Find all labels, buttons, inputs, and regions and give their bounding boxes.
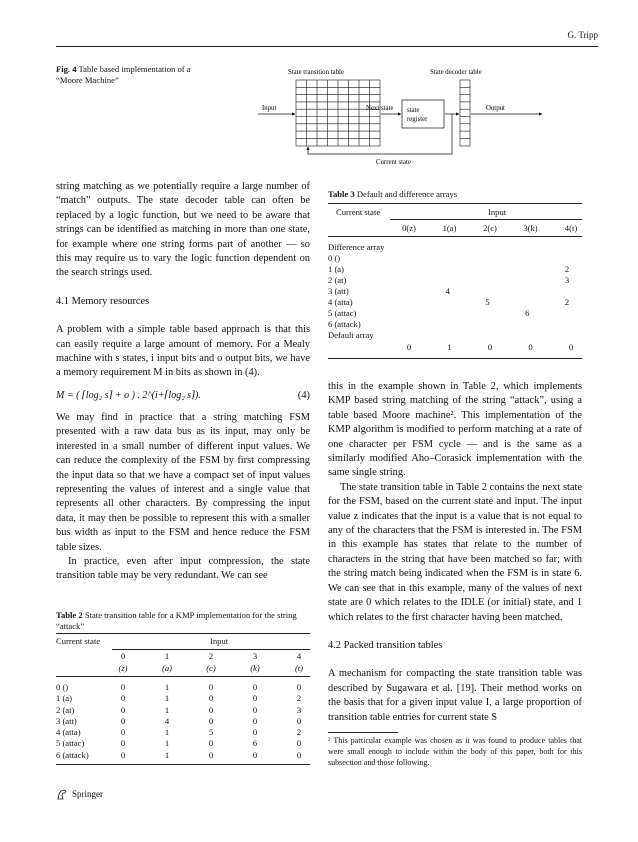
- table2-header-rule: [56, 676, 310, 677]
- table2-value-cell: 0: [296, 738, 302, 749]
- table3-value-cell: [472, 286, 502, 297]
- paragraph: string matching as we potentially require a large number of “match” outputs. The state decoder table can often be replaced by a logic function, but we need to be aware that strings can be identified as matching in more than one state, for example where one string forms part of another — so this may require us to vary the logic function dependent on the search strings used.: [56, 181, 310, 279]
- table2-value-cell: 1: [164, 738, 170, 749]
- table3-default-values: [394, 342, 586, 353]
- table2-state-cell: 4 (atta): [56, 727, 81, 738]
- table3-value-cell: [433, 308, 463, 319]
- table2-input-char-0: (z): [118, 663, 128, 673]
- table2-value-cell: 0: [252, 749, 258, 760]
- table3-value-cell: 2: [564, 297, 570, 307]
- table2-bottom-rule: [56, 764, 310, 765]
- table2-value-cell: 1: [164, 682, 170, 692]
- table2-value-cell: 0: [208, 715, 214, 726]
- table3-value-cell: [433, 319, 463, 330]
- table-row: [56, 727, 310, 738]
- table2-value-cell: 0: [208, 704, 214, 715]
- table2-top-rule: [56, 633, 310, 634]
- table2-value-cell: 1: [164, 749, 170, 760]
- label-current-state: Current state: [376, 159, 411, 166]
- table2-value-cell: 0: [208, 749, 214, 760]
- table3-header-input: Input: [488, 207, 507, 217]
- label-state-register-1: state: [407, 107, 420, 114]
- label-state-register-2: register: [407, 116, 428, 123]
- table3-value-cell: 5: [485, 297, 490, 307]
- table3-value-cell: [512, 264, 542, 275]
- table3-value-cell: [512, 275, 542, 286]
- running-header-author: G. Tripp: [567, 30, 598, 40]
- table3-value-cell: [393, 264, 423, 275]
- table2-value-cell: 0: [296, 749, 302, 760]
- table2-state-cell: 1 (a): [56, 693, 72, 704]
- table3-caption-text: Default and difference arrays: [356, 189, 458, 199]
- table-row: [56, 682, 310, 693]
- table3-input-0: 0(z): [402, 223, 416, 233]
- table2-input-char-3: (k): [250, 663, 260, 673]
- footnote: ² This particular example was chosen as it was found to produce tables that were small enough to include within the body of this paper, both for this subsection and those following.: [328, 736, 582, 767]
- table3-input-values: [394, 223, 586, 234]
- equation: M = ( ⌈log₂ s⌉ + o ) . 2^(i+⌈log₂ s⌉).: [56, 389, 201, 401]
- table3-input-3: 3(k): [523, 223, 538, 233]
- label-state-transition-table: State transition table: [288, 69, 344, 76]
- table2-value-cell: 0: [120, 715, 126, 726]
- section-heading-4-1: 4.1 Memory resources: [56, 295, 150, 307]
- label-input: Input: [262, 105, 277, 112]
- table3-value-cell: [472, 319, 502, 330]
- table2-input-2: 2: [208, 651, 214, 661]
- table2-value-cell: 0: [120, 749, 126, 760]
- table-row: [56, 716, 310, 727]
- table3-value-cell: [433, 275, 463, 286]
- table3-header-rule: [328, 236, 582, 237]
- table2-value-cell: 0: [120, 682, 126, 692]
- table2-value-cell: 0: [252, 727, 258, 738]
- section-heading-4-2: 4.2 Packed transition tables: [328, 639, 443, 651]
- table2-value-cell: 0: [120, 693, 126, 704]
- state-register-box: [402, 100, 444, 128]
- table2-input-4: 4: [296, 651, 302, 661]
- table-row: [56, 705, 310, 716]
- table2-input-values: [112, 651, 310, 674]
- left-column: [56, 180, 310, 584]
- table3-value-cell: [552, 308, 582, 319]
- table2-state-cell: 0 (): [56, 682, 69, 692]
- table2-value-cell: 0: [208, 693, 214, 704]
- table-row: [328, 264, 582, 275]
- table3-value-cell: [512, 253, 542, 264]
- table3-value-cell: [393, 319, 423, 330]
- footnote-rule: [328, 732, 398, 733]
- table2-value-cell: 4: [164, 715, 170, 726]
- table3-value-cell: [393, 308, 423, 319]
- table2-value-cell: 0: [120, 738, 126, 749]
- table3-value-cell: 2: [564, 264, 570, 274]
- table2-value-cell: 3: [296, 704, 302, 715]
- table2-value-cell: 0: [208, 738, 214, 749]
- table3-default-3: 0: [528, 342, 533, 352]
- table3-value-cell: [433, 297, 463, 308]
- table3-state-cell: 3 (att): [328, 286, 349, 296]
- table3-default-2: 0: [487, 342, 493, 352]
- equation-4: [56, 389, 310, 403]
- table3-value-cell: [433, 264, 463, 275]
- table2-input-char-4: (t): [294, 663, 304, 673]
- table3-default-4: 0: [568, 342, 574, 352]
- table2-caption-text: State transition table for a KMP implementation for the string “attack”: [56, 610, 297, 631]
- table3-value-cell: [512, 286, 542, 297]
- table-row: [328, 275, 582, 286]
- table2-value-cell: 1: [164, 704, 170, 715]
- table3-value-cell: [472, 275, 502, 286]
- table3-body: [328, 253, 582, 330]
- table2-value-cell: 0: [252, 682, 258, 692]
- right-column: [328, 380, 582, 725]
- table3-state-cell: 6 (attack): [328, 319, 361, 329]
- table2-input-char-2: (c): [206, 663, 216, 673]
- table3-header-current-state: Current state: [336, 207, 381, 217]
- table3-value-cell: [552, 253, 582, 264]
- paragraph: In practice, even after input compression, the state transition table may be very redundant. We can see: [56, 555, 310, 582]
- table2-value-cell: 0: [296, 682, 302, 692]
- table2-label: Table 2: [56, 610, 83, 620]
- table2-value-cell: 5: [208, 727, 214, 738]
- table3-input-2: 2(c): [483, 223, 497, 233]
- table-row: [328, 253, 582, 264]
- table3-state-cell: 1 (a): [328, 264, 344, 274]
- paragraph: A mechanism for compacting the state transition table was described by Sugawara et al. [19]. Their method works on the basis that for a given input value I, a large proportion of transition table entries for current state S: [328, 668, 582, 723]
- table3-value-cell: [512, 319, 542, 330]
- table3-top-rule: [328, 203, 582, 204]
- table-row: [328, 319, 582, 330]
- table-row: [56, 693, 310, 704]
- table2-value-cell: 0: [252, 715, 258, 726]
- table3-value-cell: [472, 253, 502, 264]
- table3-value-cell: [552, 319, 582, 330]
- label-state-decoder-table: State decoder table: [430, 69, 482, 76]
- table2-input-0: 0: [120, 651, 126, 661]
- table3-value-cell: [552, 286, 582, 297]
- table3-value-cell: [472, 308, 502, 319]
- figure-label: Fig. 4: [56, 64, 77, 74]
- table3-label: Table 3: [328, 189, 355, 199]
- table3-value-cell: [393, 297, 423, 308]
- moore-machine-diagram: [250, 62, 550, 170]
- table3-default-1: 1: [447, 342, 452, 352]
- label-next-state: Next state: [366, 105, 394, 112]
- table2-value-cell: 1: [164, 727, 170, 738]
- table2-header-current-state: Current state: [56, 636, 101, 646]
- table3-value-cell: [512, 297, 542, 308]
- table3-value-cell: 4: [445, 286, 450, 296]
- table2-value-cell: 1: [164, 693, 170, 704]
- table-row: [56, 738, 310, 749]
- table2-input-rule: [112, 649, 310, 650]
- table2-body: [56, 682, 310, 761]
- table2-state-cell: 5 (attac): [56, 738, 85, 749]
- table3-value-cell: 6: [525, 308, 530, 318]
- table3-default-0: 0: [406, 342, 412, 352]
- equation-number: (4): [297, 389, 310, 401]
- table2-value-cell: 0: [120, 727, 126, 738]
- table2-value-cell: 0: [252, 693, 258, 704]
- table3-caption: [328, 189, 582, 200]
- figure-caption: [56, 64, 216, 86]
- paragraph: The state transition table in Table 2 contains the next state for the FSM, based on the current state and input. The input value z indicates that the input is a value that is not equal to any of the characters that the FSM is interested in. The FSM in this example has states that relate to the number of characters in the string that have been matched so far; with the string match being indicated when the FSM is in state 6. We can see that in this example, many of the values of next state are 0 which relates to the IDLE (or initial) state, and 1 which relates to the first character having been matched.: [328, 481, 582, 623]
- table2-value-cell: 6: [252, 738, 258, 749]
- table2-state-cell: 6 (attack): [56, 749, 89, 760]
- springer-horse-icon: [56, 788, 68, 800]
- table2-input-1: 1: [164, 651, 170, 661]
- table3-state-cell: 0 (): [328, 253, 341, 263]
- table3-value-cell: [472, 264, 502, 275]
- table3-default-label: Default array: [328, 330, 374, 340]
- table2-state-cell: 3 (att): [56, 715, 77, 726]
- table3-state-cell: 2 (at): [328, 275, 347, 285]
- table3-input-rule: [390, 219, 582, 220]
- state-decoder-table-grid: [460, 80, 470, 146]
- table3-input-1: 1(a): [442, 223, 457, 233]
- publisher-footer: [56, 788, 103, 800]
- table3-value-cell: [433, 253, 463, 264]
- state-transition-table-grid: [296, 80, 380, 146]
- table-row: [328, 297, 582, 308]
- table2-value-cell: 2: [296, 693, 302, 704]
- table3-input-4: 4(t): [564, 223, 578, 233]
- publisher-name: Springer: [72, 789, 103, 799]
- table2-caption: [56, 610, 310, 632]
- table2-header-input: Input: [210, 636, 229, 646]
- table3-state-cell: 4 (atta): [328, 297, 353, 307]
- paragraph: We may find in practice that a string matching FSM presented with a raw data bus as its input, may only be interested in a small number of different input values. We can reduce the complexity of the FSM by first compressing the input data so that we have a compact set of input values representing the values of interest and a single value that represents all other characters. By compressing the input data, it may then be possible to represent this with a smaller bus width as input to the FSM and hence reduce the FSM table sizes.: [56, 411, 310, 553]
- table2-input-char-1: (a): [161, 663, 173, 673]
- table2-input-3: 3: [252, 651, 258, 661]
- figure-caption-text: Table based implementation of a “Moore Machine”: [56, 64, 191, 85]
- table3-value-cell: [393, 253, 423, 264]
- table3-bottom-rule: [328, 358, 582, 359]
- table2-value-cell: 0: [296, 715, 302, 726]
- table3-value-cell: [393, 275, 423, 286]
- table3-difference-label: Difference array: [328, 242, 385, 252]
- paragraph: A problem with a simple table based approach is that this can easily require a large amount of memory. For a Mealy machine with s states, i input bits and o output bits, we have a memory requirement M in bits as shown in (4).: [56, 324, 310, 379]
- label-output: Output: [486, 105, 505, 112]
- table2-value-cell: 0: [120, 704, 126, 715]
- table-row: [328, 286, 582, 297]
- paragraph: this in the example shown in Table 2, which implements KMP based string matching of the string “attack”, using a table based Moore machine². This implementation of the KMP algorithm is modified to perform matching at a rate of one character per FSM cycle — and is the same as a similarly modified Aho–Corasick implementation with the same single string.: [328, 381, 582, 479]
- table3-value-cell: [393, 286, 423, 297]
- table3-state-cell: 5 (attac): [328, 308, 357, 318]
- table3-value-cell: 3: [564, 275, 570, 285]
- table-row: [56, 750, 310, 761]
- table2-value-cell: 0: [208, 682, 214, 692]
- header-rule: [56, 46, 598, 47]
- table2-value-cell: 2: [296, 727, 302, 738]
- table-row: [328, 308, 582, 319]
- table2-value-cell: 0: [252, 704, 258, 715]
- table2-state-cell: 2 (at): [56, 704, 75, 715]
